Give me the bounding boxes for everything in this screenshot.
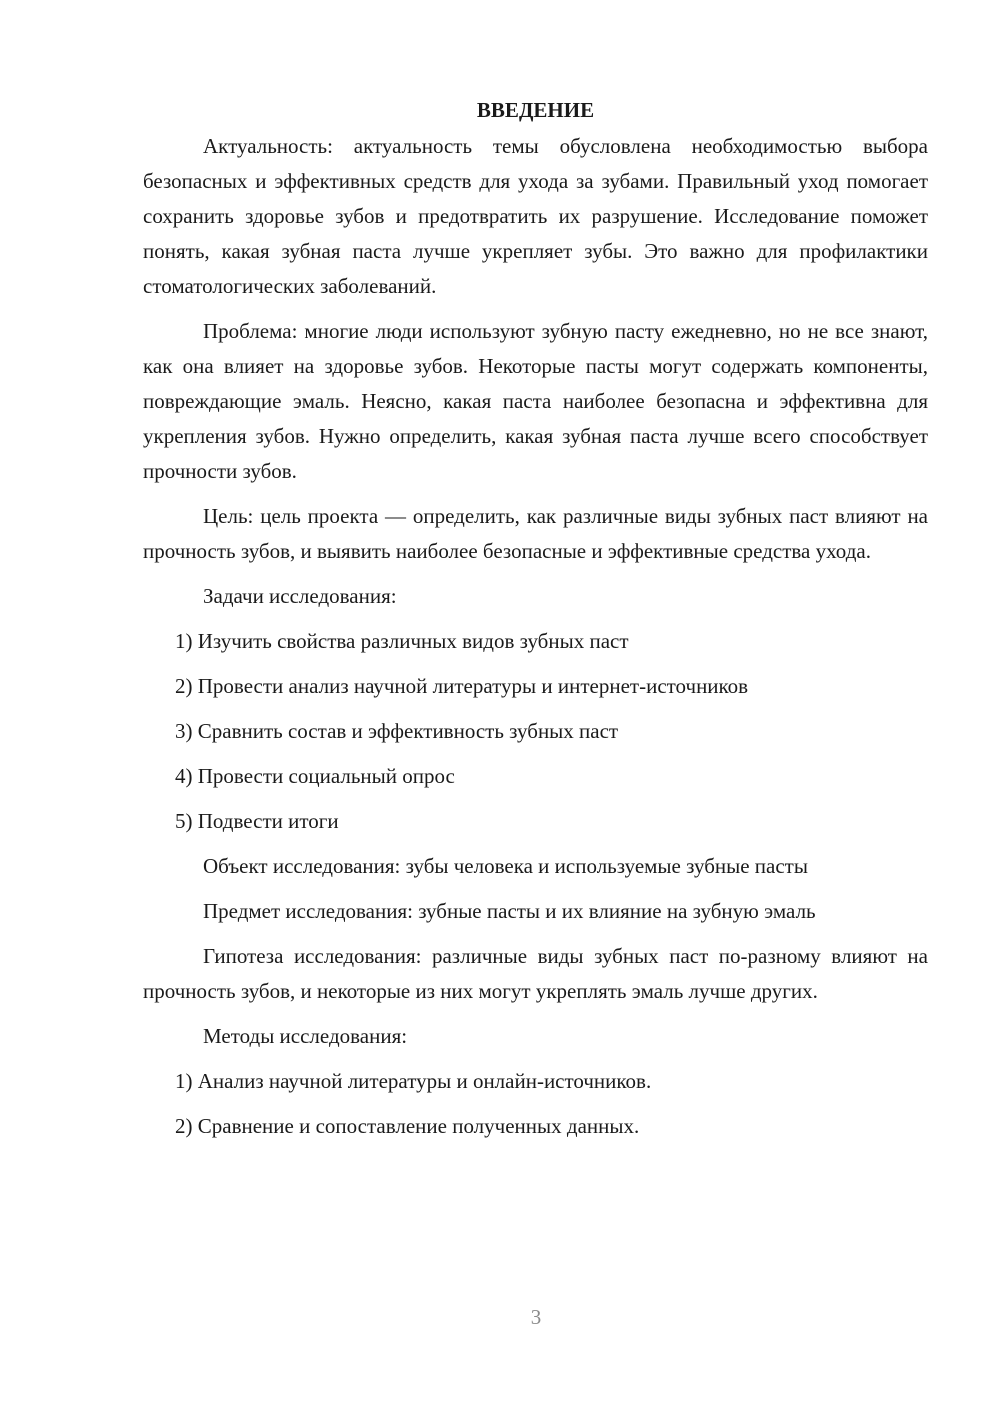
relevance-paragraph: Актуальность: актуальность темы обусловлена необходимостью выбора безопасных и эффективных средств для ухода за зубами. Правильный уход помогает сохранить здоровье зубов и предотвратить их разрушение. Исследование поможет понять, какая зубная паста лучше укрепляет зубы. Это важно для профилактики стоматологических заболеваний.: [143, 134, 928, 298]
task-item: 5) Подвести итоги: [175, 809, 339, 833]
task-item: 1) Изучить свойства различных видов зубных паст: [175, 629, 629, 653]
goal-paragraph: Цель: цель проекта — определить, как различные виды зубных паст влияют на прочность зубов, и выявить наиболее безопасные и эффективные средства ухода.: [143, 504, 928, 563]
methods-list: [143, 1064, 928, 1144]
methods-label: Методы исследования:: [203, 1024, 408, 1048]
problem-paragraph: Проблема: многие люди используют зубную пасту ежедневно, но не все знают, как она влияет на здоровье зубов. Некоторые пасты могут содержать компоненты, повреждающие эмаль. Неясно, какая паста наиболее безопасна и эффективна для укрепления зубов. Нужно определить, какая зубная паста лучше всего способствует прочности зубов.: [143, 319, 928, 483]
section-heading: ВВЕДЕНИЕ: [476, 98, 595, 122]
task-item: 4) Провести социальный опрос: [175, 764, 455, 788]
object-line: Объект исследования: зубы человека и используемые зубные пасты: [203, 854, 808, 878]
subject-line: Предмет исследования: зубные пасты и их влияние на зубную эмаль: [203, 899, 816, 923]
task-item: 3) Сравнить состав и эффективность зубных паст: [175, 719, 619, 743]
hypothesis-paragraph: Гипотеза исследования: различные виды зубных паст по-разному влияют на прочность зубов, и некоторые из них могут укреплять эмаль лучше других.: [143, 944, 928, 1003]
page-number: 3: [530, 1305, 542, 1329]
task-item: 2) Провести анализ научной литературы и интернет-источников: [175, 674, 749, 698]
method-item: 1) Анализ научной литературы и онлайн-источников.: [175, 1069, 652, 1093]
method-item: 2) Сравнение и сопоставление полученных данных.: [175, 1114, 640, 1138]
tasks-list: [143, 624, 928, 839]
tasks-label: Задачи исследования:: [203, 584, 397, 608]
document-page: [143, 93, 928, 1154]
